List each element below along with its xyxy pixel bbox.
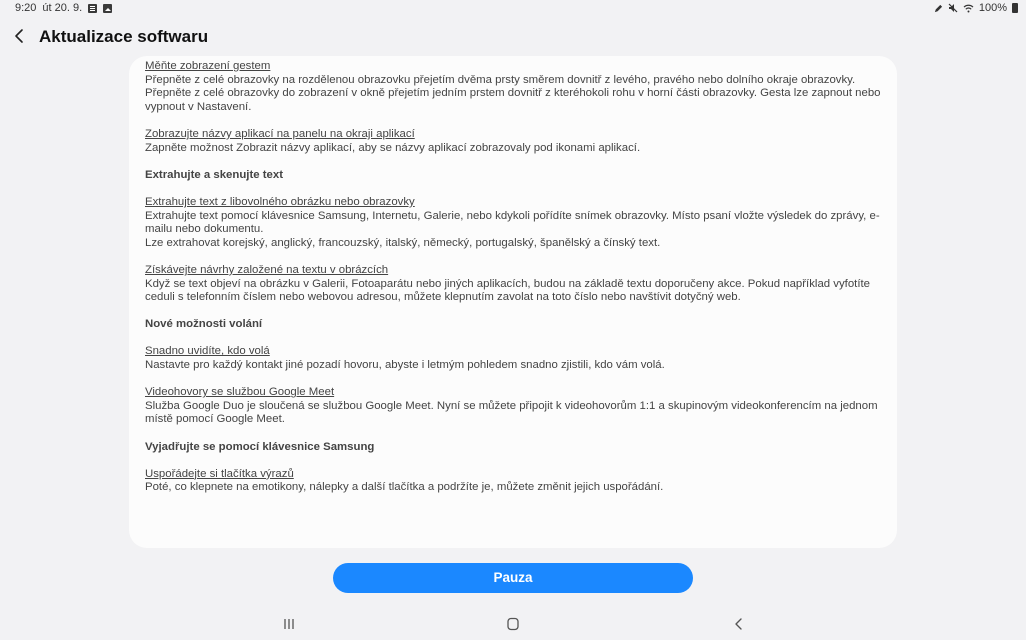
status-bar: [0, 0, 1026, 18]
doc-icon: [88, 4, 97, 13]
appnames-item: [145, 128, 885, 155]
suggest-heading: Získávejte návrhy založené na textu v obrázcích: [145, 263, 389, 276]
expression-heading: Uspořádejte si tlačítka výrazů: [145, 467, 294, 480]
meet-heading: Videohovory se službou Google Meet: [145, 386, 335, 399]
wifi-icon: [963, 4, 974, 13]
gesture-heading: Měňte zobrazení gestem: [145, 60, 271, 72]
back-button[interactable]: [10, 26, 30, 46]
back-icon: [730, 616, 748, 632]
caller-item: [145, 345, 885, 372]
page-title: Aktualizace softwaru: [39, 27, 209, 46]
pause-button[interactable]: Pauza: [333, 563, 693, 593]
section-calls-heading: Nové možnosti volání: [145, 318, 263, 331]
release-notes: [145, 60, 885, 509]
extract-text-1: Extrahujte text pomocí klávesnice Samsung, Internetu, Galerie, nebo kdykoli pořídíte snímek obrazovky. Místo psaní vložte výsledek do zprávy, e-mailu nebo dokumentu.: [145, 209, 880, 236]
recents-button[interactable]: [280, 616, 298, 632]
status-date: út 20. 9.: [42, 2, 83, 14]
status-time: 9:20: [15, 2, 37, 14]
nav-back-button[interactable]: [730, 616, 748, 632]
extract-text-2: Lze extrahovat korejský, anglický, francouzský, italský, německý, portugalský, španělský a čínský text.: [145, 236, 661, 249]
status-left: [15, 2, 112, 14]
image-icon: [103, 4, 112, 13]
suggest-item: [145, 264, 885, 305]
section-keyboard-heading: Vyjadřujte se pomocí klávesnice Samsung: [145, 440, 375, 453]
battery-percent: 100%: [978, 2, 1007, 14]
section-extract-heading: Extrahujte a skenujte text: [145, 168, 284, 181]
status-right: [934, 2, 1018, 14]
pen-icon: [934, 4, 943, 13]
app-bar: [0, 24, 1026, 52]
caller-text: Nastavte pro každý kontakt jiné pozadí hovoru, abyste i letmým pohledem snadno zjistili, kdo vám volá.: [145, 359, 665, 372]
home-button[interactable]: [504, 616, 522, 632]
recents-icon: [280, 616, 298, 632]
meet-item: [145, 386, 885, 427]
expression-item: [145, 468, 885, 495]
release-notes-card[interactable]: [129, 56, 897, 548]
suggest-text: Když se text objeví na obrázku v Galerii, Fotoaparátu nebo jiných aplikacích, budou na základě textu doporučeny akce. Pokud například vyfotíte ceduli s telefonním číslem nebo webovou adresou, můžete klepnutím zavolat na toto číslo nebo navštívit dotyčný web.: [145, 277, 871, 304]
battery-icon: [1012, 3, 1018, 13]
extract-heading: Extrahujte text z libovolného obrázku nebo obrazovky: [145, 195, 415, 208]
extract-item: [145, 196, 885, 250]
gesture-text-2: Přepněte z celé obrazovky do zobrazení v okně přejetím jedním prstem dovnitř z kteréhokoli rohu v horní části obrazovky. Gesta lze zapnout nebo vypnout v Nastavení.: [145, 87, 881, 113]
mute-icon: [948, 3, 958, 13]
gesture-item: [145, 60, 885, 114]
expression-text: Poté, co klepnete na emotikony, nálepky a další tlačítka a podržíte je, můžete změnit jejich uspořádání.: [145, 481, 664, 494]
caller-heading: Snadno uvidíte, kdo volá: [145, 345, 270, 358]
meet-text: Služba Google Duo je sloučená se službou Google Meet. Nyní se můžete připojit k videohovorům 1:1 a skupinovým videokonferencím na jednom místě pomocí Google Meet.: [145, 399, 878, 426]
navigation-bar: [0, 608, 1026, 640]
appnames-heading: Zobrazujte názvy aplikací na panelu na okraji aplikací: [145, 127, 415, 140]
chevron-left-icon: [10, 26, 30, 46]
home-icon: [504, 616, 522, 632]
gesture-text-1: Přepněte z celé obrazovky na rozdělenou obrazovku přejetím dvěma prsty směrem dovnitř z levého, pravého nebo dolního okraje obrazovky.: [145, 73, 856, 86]
appnames-text: Zapněte možnost Zobrazit názvy aplikací, aby se názvy aplikací zobrazovaly pod ikonami aplikací.: [145, 141, 641, 154]
